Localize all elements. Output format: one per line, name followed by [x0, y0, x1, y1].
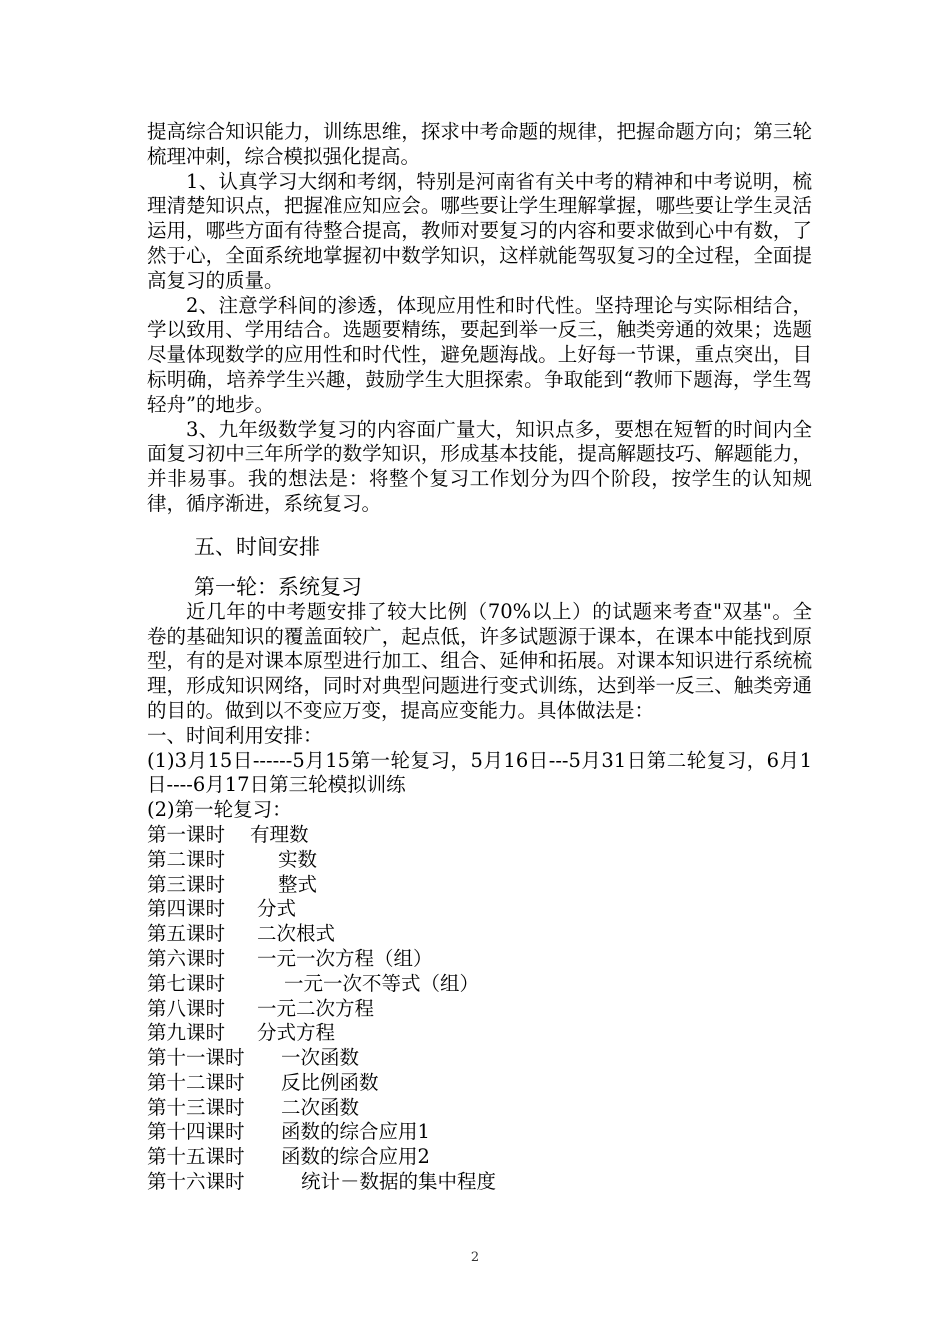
lesson-label: 第十五课时 — [147, 1145, 245, 1169]
lesson-item — [147, 823, 812, 848]
lesson-label: 第一课时 — [147, 822, 226, 846]
lesson-label: 第十四课时 — [147, 1120, 245, 1144]
lesson-label: 第十二课时 — [147, 1070, 245, 1094]
lesson-topic: 二次根式 — [257, 922, 336, 946]
lesson-label: 第九课时 — [147, 1021, 226, 1045]
lesson-label: 第三课时 — [147, 872, 226, 896]
lesson-topic: 有理数 — [250, 822, 309, 846]
lesson-topic: 一元二次方程 — [257, 996, 375, 1020]
schedule-text: (1)3月15日------5月15第一轮复习，5月16日---5月31日第二轮复习，6月1日----6月17日第三轮模拟训练 — [147, 748, 812, 797]
lesson-label: 第八课时 — [147, 996, 226, 1020]
lesson-topic: 一次函数 — [281, 1046, 360, 1070]
lesson-topic: 函数的综合应用2 — [281, 1145, 430, 1169]
lesson-item — [147, 1046, 812, 1071]
lesson-topic: 函数的综合应用1 — [281, 1120, 430, 1144]
lesson-item — [147, 1096, 812, 1121]
paragraph-round-one-intro: 近几年的中考题安排了较大比例（70%以上）的试题来考查"双基"。全卷的基础知识的覆盖面较广，起点低，许多试题源于课本，在课本中能找到原型，有的是对课本原型进行加工、组合、延伸和拓展。对课本知识进行系统梳理，形成知识网络，同时对典型问题进行变式训练，达到举一反三、触类旁通的目的。做到以不变应万变，提高应变能力。具体做法是： — [147, 599, 812, 722]
lesson-topic: 反比例函数 — [281, 1070, 379, 1094]
lesson-topic: 一元一次不等式（组） — [284, 971, 480, 995]
round-heading: 第一轮：系统复习 — [194, 574, 362, 599]
lesson-item — [147, 873, 812, 898]
lesson-topic: 分式 — [257, 897, 297, 921]
lesson-topic: 实数 — [278, 847, 318, 871]
lesson-list — [147, 823, 812, 1195]
lesson-item — [147, 947, 812, 972]
lesson-item — [147, 1120, 812, 1145]
paragraph-point-1: 1、认真学习大纲和考纲，特别是河南省有关中考的精神和中考说明，梳理清楚知识点，把握准应知应会。哪些要让学生理解掌握，哪些要让学生灵活运用，哪些方面有待整合提高，教师对要复习的内容和要求做到心中有数，了然于心，全面系统地掌握初中数学知识，这样就能驾驭复习的全过程，全面提高复习的质量。 — [147, 169, 812, 292]
paragraph-point-2: 2、注意学科间的渗透，体现应用性和时代性。坚持理论与实际相结合，学以致用、学用结合。选题要精练，要起到举一反三，触类旁通的效果；选题尽量体现数学的应用性和时代性，避免题海战。上好每一节课，重点突出，目标明确，培养学生兴趣，鼓励学生大胆探索。争取能到“教师下题海，学生驾轻舟”的地步。 — [147, 293, 812, 416]
lesson-topic: 二次函数 — [281, 1095, 360, 1119]
lesson-label: 第十三课时 — [147, 1095, 245, 1119]
lesson-label: 第五课时 — [147, 922, 226, 946]
lesson-item — [147, 922, 812, 947]
time-plan-heading: 一、时间利用安排： — [147, 723, 323, 747]
lesson-item — [147, 1071, 812, 1096]
section-heading: 五、时间安排 — [194, 534, 320, 559]
lesson-item — [147, 1145, 812, 1170]
lesson-label: 第十一课时 — [147, 1046, 245, 1070]
lesson-item — [147, 1170, 812, 1195]
lesson-label: 第四课时 — [147, 897, 226, 921]
lesson-label: 第十六课时 — [147, 1170, 245, 1194]
round-one-label: (2)第一轮复习： — [147, 798, 292, 822]
lesson-topic: 分式方程 — [257, 1021, 336, 1045]
lesson-topic: 一元一次方程（组） — [257, 946, 433, 970]
lesson-label: 第二课时 — [147, 847, 226, 871]
page-content — [147, 120, 812, 1195]
lesson-topic: 整式 — [278, 872, 318, 896]
paragraph-point-3: 3、九年级数学复习的内容面广量大，知识点多，要想在短暂的时间内全面复习初中三年所学的数学知识，形成基本技能，提高解题技巧、解题能力，并非易事。我的想法是：将整个复习工作划分为四个阶段，按学生的认知规律，循序渐进，系统复习。 — [147, 417, 812, 515]
lesson-item — [147, 972, 812, 997]
lesson-item — [147, 848, 812, 873]
lesson-label: 第六课时 — [147, 946, 226, 970]
lesson-item — [147, 897, 812, 922]
lesson-label: 第七课时 — [147, 971, 226, 995]
paragraph-intro-continuation: 提高综合知识能力，训练思维，探求中考命题的规律，把握命题方向；第三轮梳理冲刺，综合模拟强化提高。 — [147, 120, 812, 168]
page-number: 2 — [470, 1250, 480, 1265]
lesson-topic: 统计－数据的集中程度 — [301, 1170, 497, 1194]
lesson-item — [147, 1021, 812, 1046]
lesson-item — [147, 997, 812, 1022]
